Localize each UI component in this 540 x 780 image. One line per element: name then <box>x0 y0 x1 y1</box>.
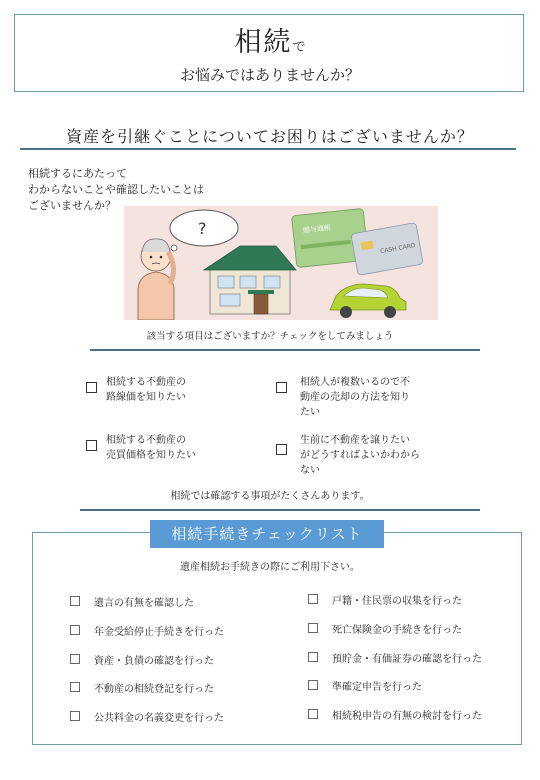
checklist-checkbox[interactable] <box>70 682 80 692</box>
checklist-checkbox[interactable] <box>70 625 80 635</box>
intro-line: 相続するにあたって <box>28 167 127 180</box>
checklist-item: 不動産の相続登記を行った <box>94 684 214 695</box>
checklist-checkbox[interactable] <box>70 711 80 721</box>
checklist-item: 遺言の有無を確認した <box>94 598 194 609</box>
cash-card-label: CASH CARD <box>379 242 417 256</box>
checklist-intro: 遺産相続お手続きの際にご利用下さい。 <box>180 562 360 573</box>
section-divider <box>20 148 516 150</box>
checklist-checkbox[interactable] <box>308 623 318 633</box>
title-main-text: 相続 <box>234 27 293 58</box>
illustration-panel <box>124 206 438 320</box>
concern-checkbox[interactable] <box>86 382 97 393</box>
question-mark: ? <box>198 219 207 238</box>
checklist-item: 戸籍・住民票の収集を行った <box>332 596 462 607</box>
checklist-checkbox[interactable] <box>308 652 318 662</box>
concern-line: 生前に不動産を譲りたい <box>300 435 410 446</box>
intro-line: わからないことや確認したいことは <box>28 183 204 196</box>
concern-line: 相続する不動産の <box>106 435 186 446</box>
intro-line: ございませんか？ <box>28 199 116 212</box>
section-heading: 資産を引継ぐことについてお困りはございませんか？ <box>66 127 474 146</box>
house-icon <box>204 246 296 314</box>
concern-line: がどうすればよいかわから <box>300 450 420 461</box>
concern-line: 動産の売却の方法を知り <box>300 392 410 403</box>
checklist-checkbox[interactable] <box>308 680 318 690</box>
concern-line: ない <box>300 465 320 476</box>
elderly-person-icon <box>138 239 174 320</box>
concern-checkbox[interactable] <box>276 444 287 455</box>
concern-label <box>300 375 470 420</box>
concern-line: 売買価格を知りたい <box>106 450 196 461</box>
checklist-checkbox[interactable] <box>308 594 318 604</box>
checklist-item: 相続税申告の有無の検討を行った <box>332 711 482 722</box>
page-subtitle: お悩みではありませんか？ <box>179 66 360 84</box>
concern-line: 相続人が複数いるので不 <box>300 377 410 388</box>
checklist-item: 年金受給停止手続きを行った <box>94 627 224 638</box>
title-main-suffix: で <box>292 40 306 55</box>
concern-line: 相続する不動産の <box>106 377 186 388</box>
checklist-item: 公共料金の名義変更を行った <box>94 713 224 724</box>
check-prompt-text: 該当する項目はございますか？チェックをしてみましょう <box>146 331 394 342</box>
concern-checkbox[interactable] <box>86 440 97 451</box>
checklist-item: 死亡保険金の手続きを行った <box>332 625 462 636</box>
concern-label <box>106 375 256 405</box>
mid-note: 相続では確認する事項がたくさんあります。 <box>170 491 370 502</box>
section-divider <box>90 349 480 351</box>
concern-line: 路線価を知りたい <box>106 392 186 403</box>
bankbook-label: 贈与通帳 <box>302 223 332 235</box>
illustration-svg <box>124 206 438 320</box>
section-divider <box>80 509 480 511</box>
checklist-item: 準確定申告を行った <box>332 682 422 693</box>
checklist-item: 預貯金・有価証券の確認を行った <box>332 654 482 665</box>
concern-label <box>300 433 470 478</box>
checklist-checkbox[interactable] <box>308 709 318 719</box>
checklist-item: 資産・負債の確認を行った <box>94 656 214 667</box>
checklist-checkbox[interactable] <box>70 596 80 606</box>
car-icon <box>330 284 406 318</box>
page-title <box>0 20 540 59</box>
concern-label <box>106 433 256 463</box>
concern-checkbox[interactable] <box>276 382 287 393</box>
thought-bubble-icon <box>166 210 238 256</box>
checklist-title: 相続手続きチェックリスト <box>150 520 384 548</box>
checklist-checkbox[interactable] <box>70 654 80 664</box>
concern-line: たい <box>300 407 320 418</box>
